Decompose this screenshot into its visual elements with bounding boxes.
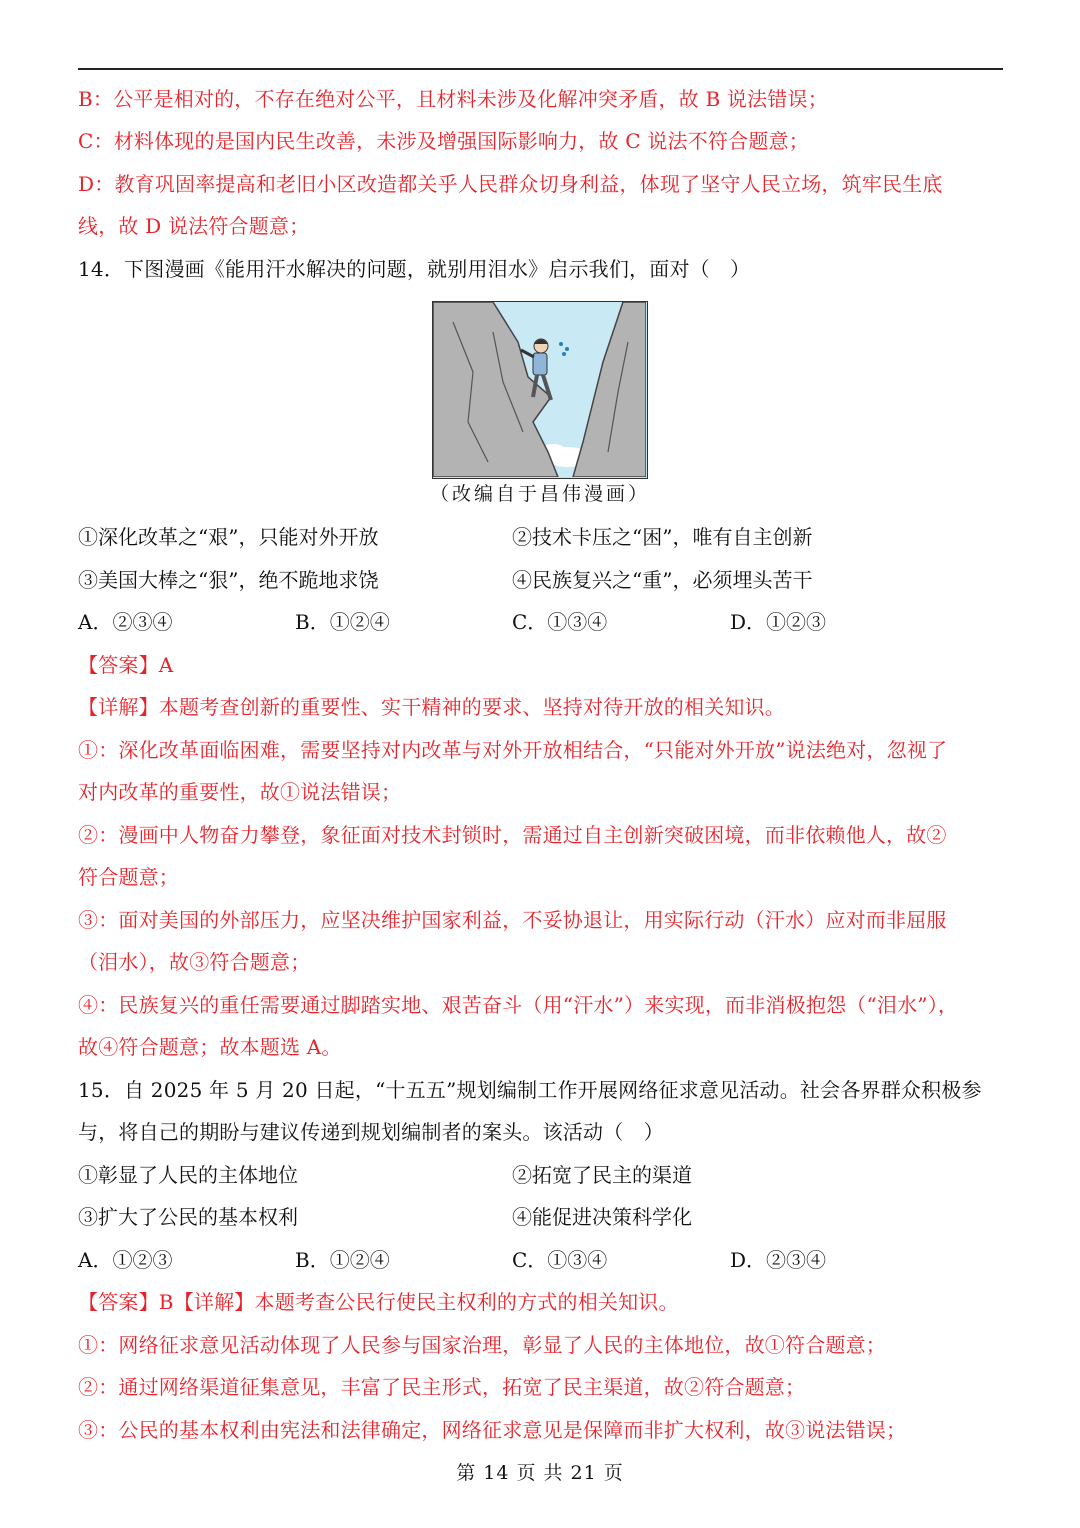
q14-choice-b: B．①②④: [295, 610, 390, 634]
q14-item-3: ③美国大棒之“狠”，绝不跪地求饶: [78, 568, 379, 592]
q14-analysis-4: 符合题意；: [78, 865, 179, 889]
option-d-analysis-2: 线，故 D 说法符合题意；: [78, 214, 310, 238]
q15-item-1: ①彰显了人民的主体地位: [78, 1163, 298, 1187]
q14-analysis-3: ②：漫画中人物奋力攀登，象征面对技术封锁时，需通过自主创新突破困境，而非依赖他人，故②: [78, 823, 947, 847]
header-rule: [78, 68, 1003, 70]
q15-analysis-3: ③：公民的基本权利由宪法和法律确定，网络征求意见是保障而非扩大权利，故③说法错误；: [78, 1418, 907, 1442]
q15-analysis-1: ①：网络征求意见活动体现了人民参与国家治理，彰显了人民的主体地位，故①符合题意；: [78, 1333, 886, 1357]
q14-item-1: ①深化改革之“艰”，只能对外开放: [78, 525, 379, 549]
q14-choice-a: A．②③④: [78, 610, 173, 634]
q14-analysis-7: ④：民族复兴的重任需要通过脚踏实地、艰苦奋斗（用“汗水”）来实现，而非消极抱怨（“泪水”），: [78, 993, 959, 1017]
q14-answer: 【答案】A: [78, 653, 174, 677]
q14-item-2: ②技术卡压之“困”，唯有自主创新: [512, 525, 813, 549]
q14-analysis-5: ③：面对美国的外部压力，应坚决维护国家利益，不妥协退让，用实际行动（汗水）应对而非屈服: [78, 908, 947, 932]
q15-answer-detail: 【答案】B【详解】本题考查公民行使民主权利的方式的相关知识。: [78, 1290, 679, 1314]
q14-item-4: ④民族复兴之“重”，必须埋头苦干: [512, 568, 813, 592]
q15-stem-2: 与，将自己的期盼与建议传递到规划编制者的案头。该活动（ ）: [78, 1120, 664, 1144]
q14-detail: 【详解】本题考查创新的重要性、实干精神的要求、坚持对待开放的相关知识。: [78, 695, 785, 719]
page-footer: 第 14 页 共 21 页: [456, 1462, 624, 1484]
option-d-analysis-1: D：教育巩固率提高和老旧小区改造都关乎人民群众切身利益，体现了坚守人民立场，筑牢民生底: [78, 172, 943, 196]
q14-analysis-2: 对内改革的重要性，故①说法错误；: [78, 780, 402, 804]
q14-analysis-1: ①：深化改革面临困难，需要坚持对内改革与对外开放相结合，“只能对外开放”说法绝对，忽视了: [78, 738, 948, 762]
q14-choice-d: D．①②③: [730, 610, 827, 634]
q15-choice-c: C．①③④: [512, 1248, 608, 1272]
q15-choice-a: A．①②③: [78, 1248, 173, 1272]
q14-choice-c: C．①③④: [512, 610, 608, 634]
q15-item-3: ③扩大了公民的基本权利: [78, 1205, 298, 1229]
q15-choice-d: D．②③④: [730, 1248, 827, 1272]
cartoon-illustration: [432, 301, 648, 479]
q15-choice-b: B．①②④: [295, 1248, 390, 1272]
q14-stem: 14．下图漫画《能用汗水解决的问题，就别用泪水》启示我们，面对（ ）: [78, 257, 751, 281]
q15-stem-1: 15．自 2025 年 5 月 20 日起，“十五五”规划编制工作开展网络征求意见活动。社会各界群众积极参: [78, 1078, 982, 1102]
q14-analysis-6: （泪水），故③符合题意；: [78, 950, 311, 974]
q14-analysis-8: 故④符合题意；故本题选 A。: [78, 1035, 342, 1059]
q15-item-4: ④能促进决策科学化: [512, 1205, 692, 1229]
option-c-analysis: C：材料体现的是国内民生改善，未涉及增强国际影响力，故 C 说法不符合题意；: [78, 129, 809, 153]
climber-cartoon-icon: [433, 302, 646, 477]
q15-analysis-2: ②：通过网络渠道征集意见，丰富了民主形式，拓宽了民主渠道，故②符合题意；: [78, 1375, 806, 1399]
cartoon-caption: （改编自于昌伟漫画）: [429, 483, 650, 505]
option-b-analysis: B：公平是相对的，不存在绝对公平，且材料未涉及化解冲突矛盾，故 B 说法错误；: [78, 87, 828, 111]
q15-item-2: ②拓宽了民主的渠道: [512, 1163, 692, 1187]
